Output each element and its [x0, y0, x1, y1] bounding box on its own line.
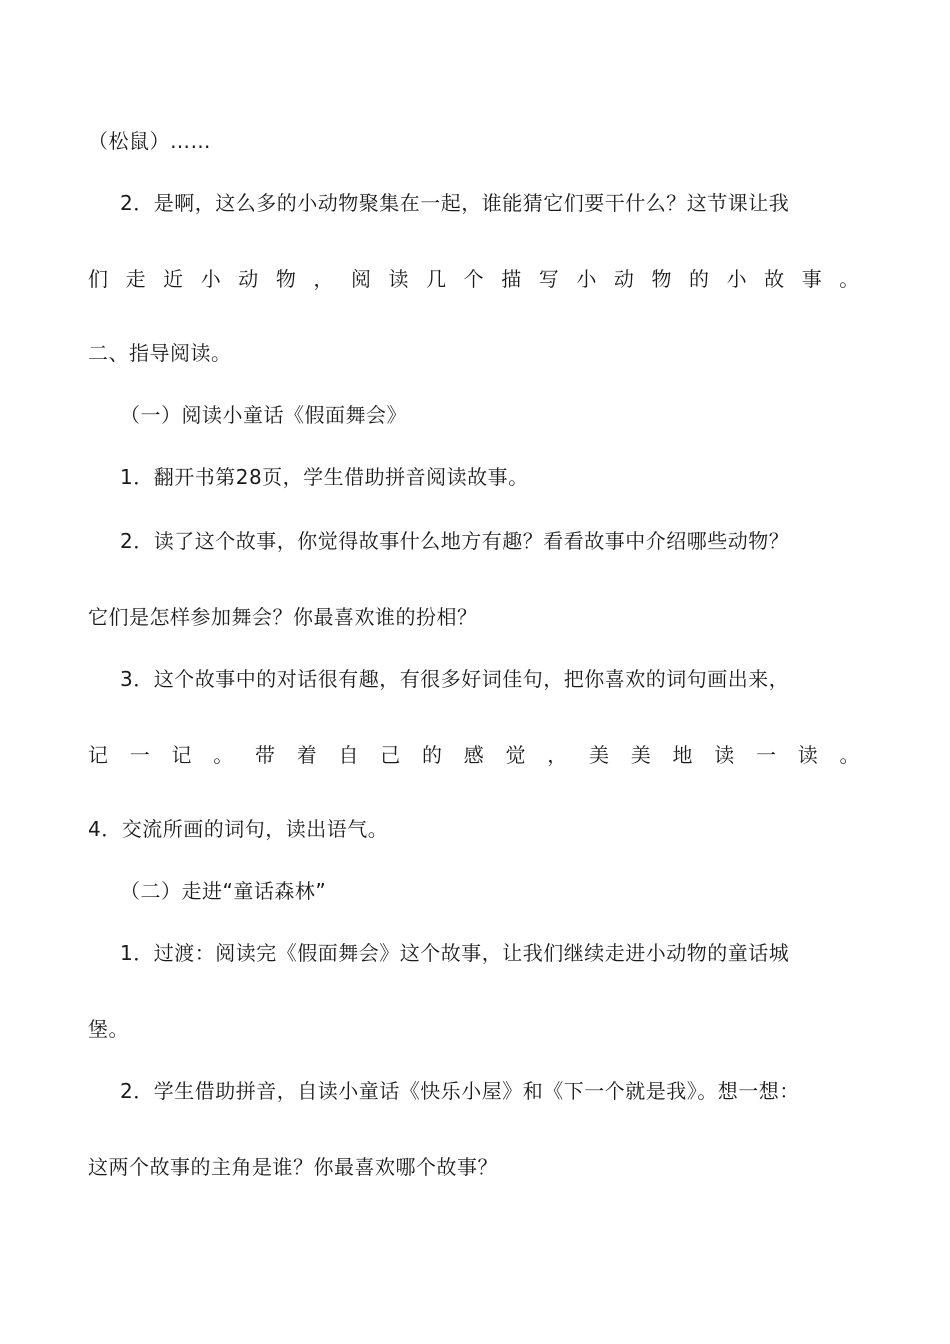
justified-char: 故: [764, 267, 785, 291]
justified-char: 。: [839, 743, 860, 767]
justified-char: 个: [463, 267, 485, 291]
justified-char: 物: [651, 267, 672, 291]
justified-char: 小: [576, 267, 597, 291]
text-line: 4．交流所画的词句，读出语气。: [88, 817, 389, 841]
text-line: 这两个故事的主角是谁？你最喜欢哪个故事？: [88, 1155, 498, 1179]
justified-char: 小: [726, 267, 748, 291]
justified-char: 己: [380, 743, 401, 767]
justified-char: 的: [422, 743, 443, 767]
justified-char: 地: [672, 743, 693, 767]
justified-char: ，: [313, 267, 334, 291]
justified-char: 描: [501, 267, 522, 291]
text-line: 3．这个故事中的对话很有趣，有很多好词佳句，把你喜欢的词句画出来，: [120, 667, 790, 691]
text-line: （松鼠）……: [88, 129, 211, 153]
justified-char: 物: [275, 267, 297, 291]
subsection-heading: （二）走进“童话森林”: [120, 879, 327, 903]
text-line-justified: [88, 266, 860, 292]
justified-char: 走: [125, 267, 147, 291]
text-line-justified: [88, 742, 860, 768]
justified-char: 几: [426, 267, 447, 291]
justified-char: 近: [163, 267, 184, 291]
justified-char: 记: [171, 743, 192, 767]
justified-char: 感: [463, 743, 485, 767]
text-line: 它们是怎样参加舞会？你最喜欢谁的扮相？: [88, 605, 478, 629]
text-line: 堡。: [88, 1017, 129, 1041]
justified-char: 写: [538, 267, 560, 291]
justified-char: 一: [756, 743, 777, 767]
justified-char: 们: [88, 267, 109, 291]
justified-char: 事: [801, 267, 823, 291]
text-line: 1．翻开书第28页，学生借助拼音阅读故事。: [120, 465, 529, 489]
section-heading: 二、指导阅读。: [88, 341, 232, 365]
justified-char: 动: [238, 267, 259, 291]
justified-char: 自: [338, 743, 359, 767]
justified-char: 美: [630, 743, 652, 767]
justified-char: 的: [689, 267, 710, 291]
justified-char: 。: [213, 743, 234, 767]
justified-char: 记: [88, 743, 109, 767]
text-line: 1．过渡：阅读完《假面舞会》这个故事，让我们继续走进小动物的童话城: [120, 941, 790, 965]
text-line: 2．是啊，这么多的小动物聚集在一起，谁能猜它们要干什么？这节课让我: [120, 191, 790, 215]
justified-char: 读: [388, 267, 409, 291]
justified-char: 美: [589, 743, 610, 767]
justified-char: 阅: [350, 267, 372, 291]
justified-char: 小: [200, 267, 222, 291]
justified-char: 一: [129, 743, 151, 767]
justified-char: 觉: [505, 743, 526, 767]
justified-char: 动: [613, 267, 635, 291]
text-line: 2．读了这个故事，你觉得故事什么地方有趣？看看故事中介绍哪些动物？: [120, 529, 790, 553]
justified-char: ，: [547, 743, 568, 767]
justified-char: 读: [714, 743, 735, 767]
justified-char: 着: [296, 743, 318, 767]
justified-char: 读: [797, 743, 819, 767]
text-line: 2．学生借助拼音，自读小童话《快乐小屋》和《下一个就是我》。想一想：: [120, 1079, 800, 1103]
justified-char: 。: [839, 267, 860, 291]
subsection-heading: （一）阅读小童话《假面舞会》: [120, 403, 407, 427]
justified-char: 带: [255, 743, 276, 767]
